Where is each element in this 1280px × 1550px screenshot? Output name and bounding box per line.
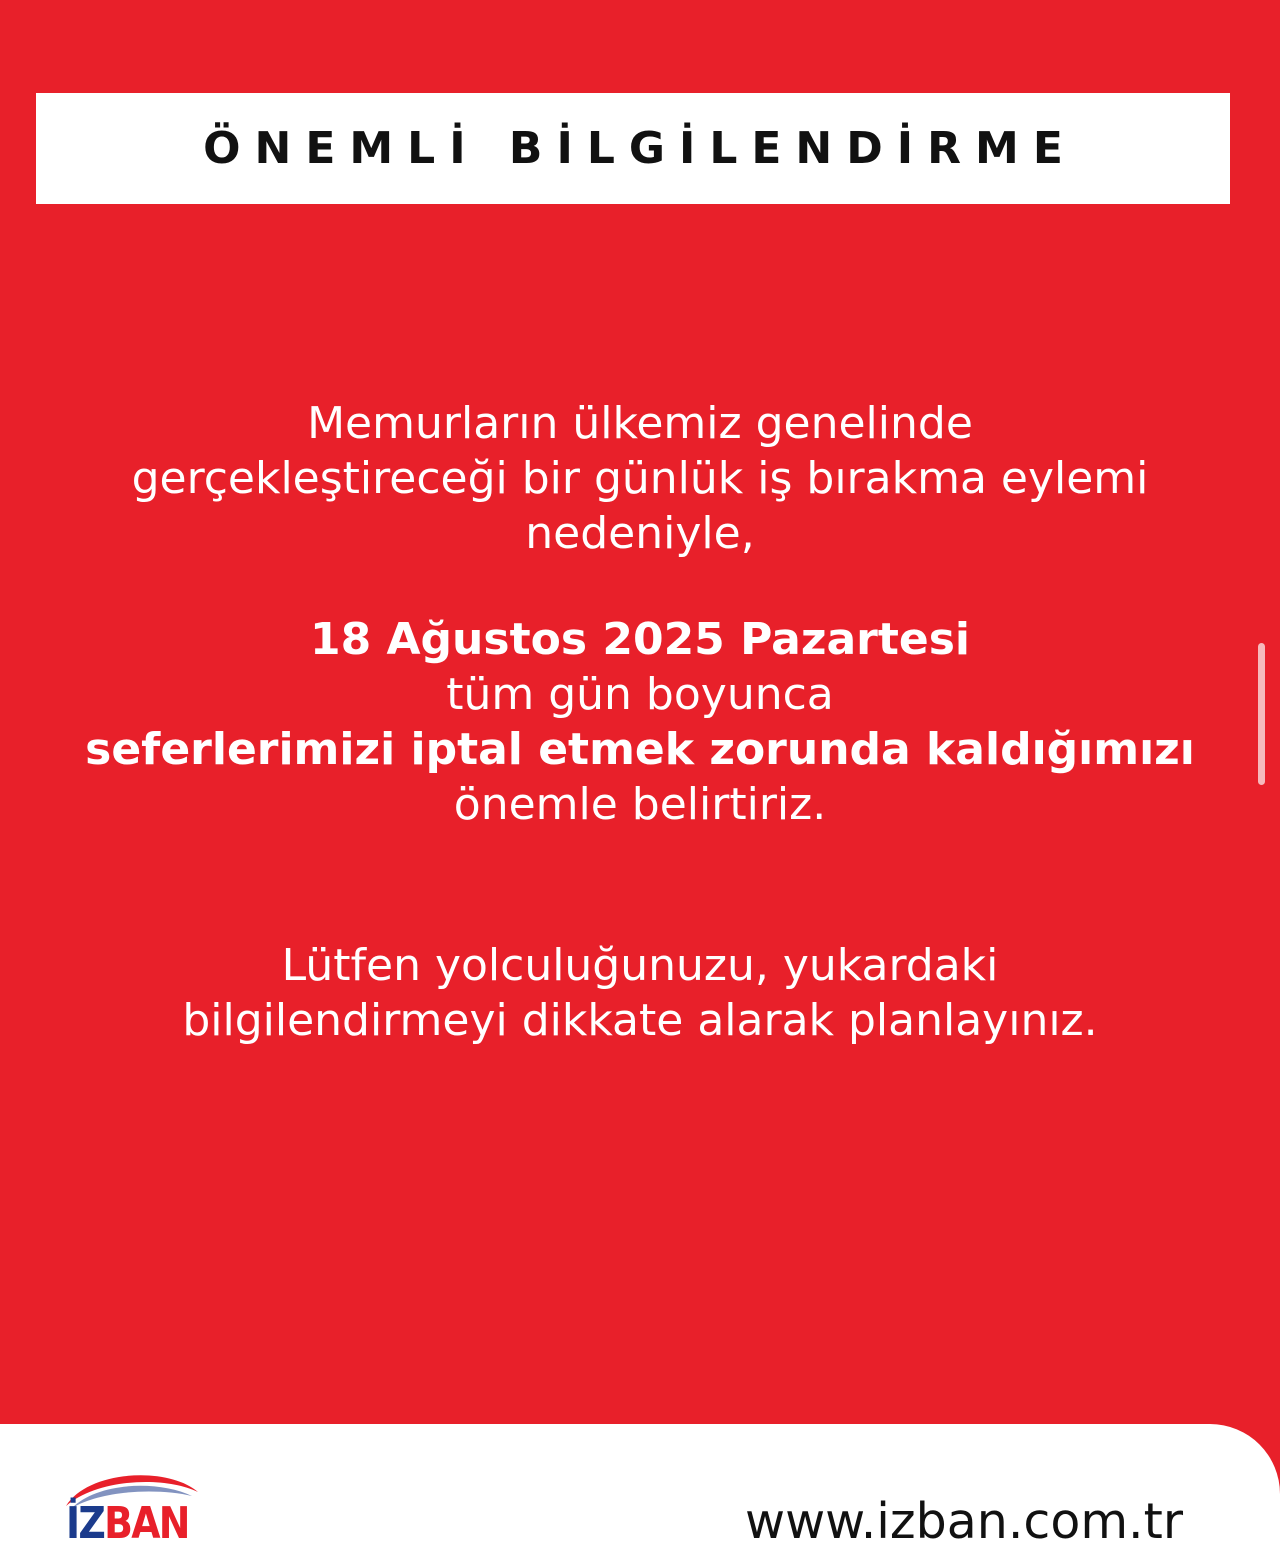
advice-line: bilgilendirmeyi dikkate alarak planlayınız. [182,995,1098,1046]
duration-line: tüm gün boyunca [446,669,834,720]
scrollbar[interactable] [1258,643,1265,785]
announcement-title: ÖNEMLİ BİLGİLENDİRME [203,123,1077,174]
advice-paragraph [0,938,1280,1048]
logo-wordmark: İZBAN [66,1498,189,1549]
advice-line: Lütfen yolculuğunuzu, yukardaki [281,940,999,991]
intro-paragraph [0,396,1280,561]
intro-line: gerçekleştireceği bir günlük iş bırakma eylemi [131,453,1149,504]
cancellation-paragraph [0,612,1280,832]
footer [0,1424,1280,1550]
date-line: 18 Ağustos 2025 Pazartesi [309,614,971,665]
izban-logo [58,1466,208,1550]
intro-line: Memurların ülkemiz genelinde [307,398,973,449]
intro-line: nedeniyle, [525,508,755,559]
cancel-line: seferlerimizi iptal etmek zorunda kaldığımızı [85,724,1195,775]
announcement-header [36,93,1230,204]
closing-line: önemle belirtiriz. [453,779,827,830]
website-url: www.izban.com.tr [745,1493,1183,1550]
